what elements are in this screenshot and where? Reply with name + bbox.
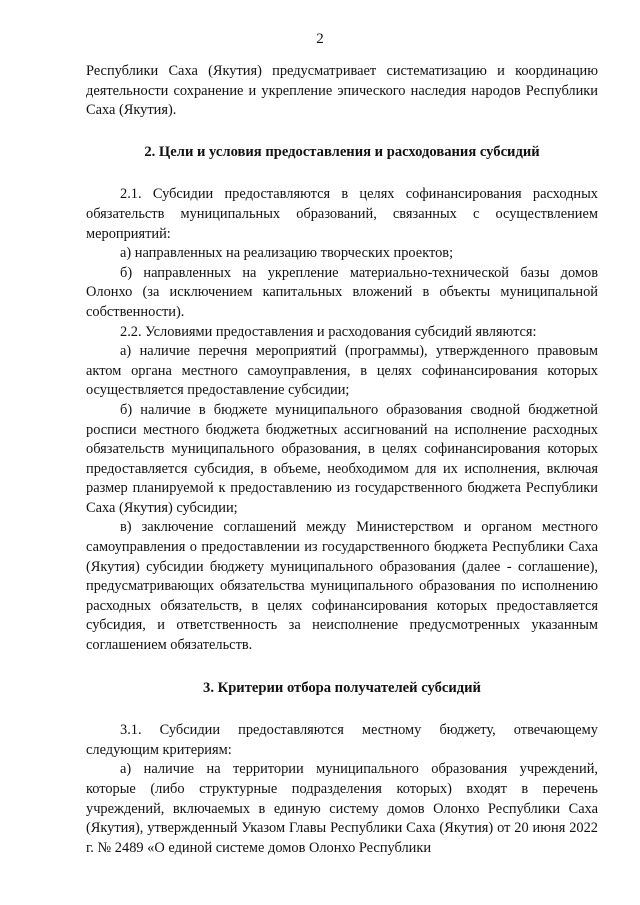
- paragraph-3-1: 3.1. Субсидии предоставляются местному бюджету, отвечающему следующим критериям:: [86, 722, 598, 758]
- intro-paragraph: Республики Саха (Якутия) предусматривает систематизацию и координацию деятельности сохранение и укрепление эпического наследия народов Республики Саха (Якутия).: [86, 63, 598, 119]
- paragraph-2-2-b: б) наличие в бюджете муниципального образования сводной бюджетной росписи местного бюджета бюджетных ассигнований на исполнение расходных обязательств муниципального образования, в целях софинансирования которых предоставляется субсидия, в объеме, необходимом для их исполнения, включая размер планируемой к предоставлению из государственного бюджета Республики Саха (Якутия) субсидии;: [86, 401, 598, 516]
- document-body: [86, 62, 598, 858]
- paragraph-2-2-a: а) наличие перечня мероприятий (программы), утвержденного правовым актом органа местного самоуправления, в целях софинансирования которых осуществляется предоставление субсидии;: [86, 343, 598, 399]
- paragraph-2-1-b: б) направленных на укрепление материально-технической базы домов Олонхо (за исключением капитальных вложений в объекты муниципальной собственности).: [86, 264, 598, 320]
- section-3-heading: 3. Критерии отбора получателей субсидий: [203, 679, 481, 696]
- section-2-heading: 2. Цели и условия предоставления и расходования субсидий: [144, 143, 540, 160]
- page-number: 2: [316, 31, 324, 47]
- paragraph-2-1: 2.1. Субсидии предоставляются в целях софинансирования расходных обязательств муниципальных образований, связанных с осуществлением мероприятий:: [86, 186, 598, 242]
- paragraph-2-1-a: а) направленных на реализацию творческих проектов;: [120, 245, 454, 262]
- paragraph-3-1-a: а) наличие на территории муниципального образования учреждений, которые (либо структурные подразделения которых) входят в перечень учреждений, включаемых в единую систему домов Олонхо Республики Саха (Якутия), утвержденный Указом Главы Республики Саха (Якутия) от 20 июня 2022 г. № 2489 «О единой системе домов Олонхо Республики: [86, 761, 598, 856]
- paragraph-2-2: 2.2. Условиями предоставления и расходования субсидий являются:: [120, 323, 537, 340]
- paragraph-2-2-v: в) заключение соглашений между Министерством и органом местного самоуправления о предоставлении из государственного бюджета Республики Саха (Якутия) субсидии бюджету муниципального образования (далее - соглашение), предусматривающих обязательства муниципального образования по исполнению расходных обязательств, в целях софинансирования которых предоставляется субсидия, и ответственность за неисполнение предусмотренных указанным соглашением обязательств.: [86, 519, 598, 654]
